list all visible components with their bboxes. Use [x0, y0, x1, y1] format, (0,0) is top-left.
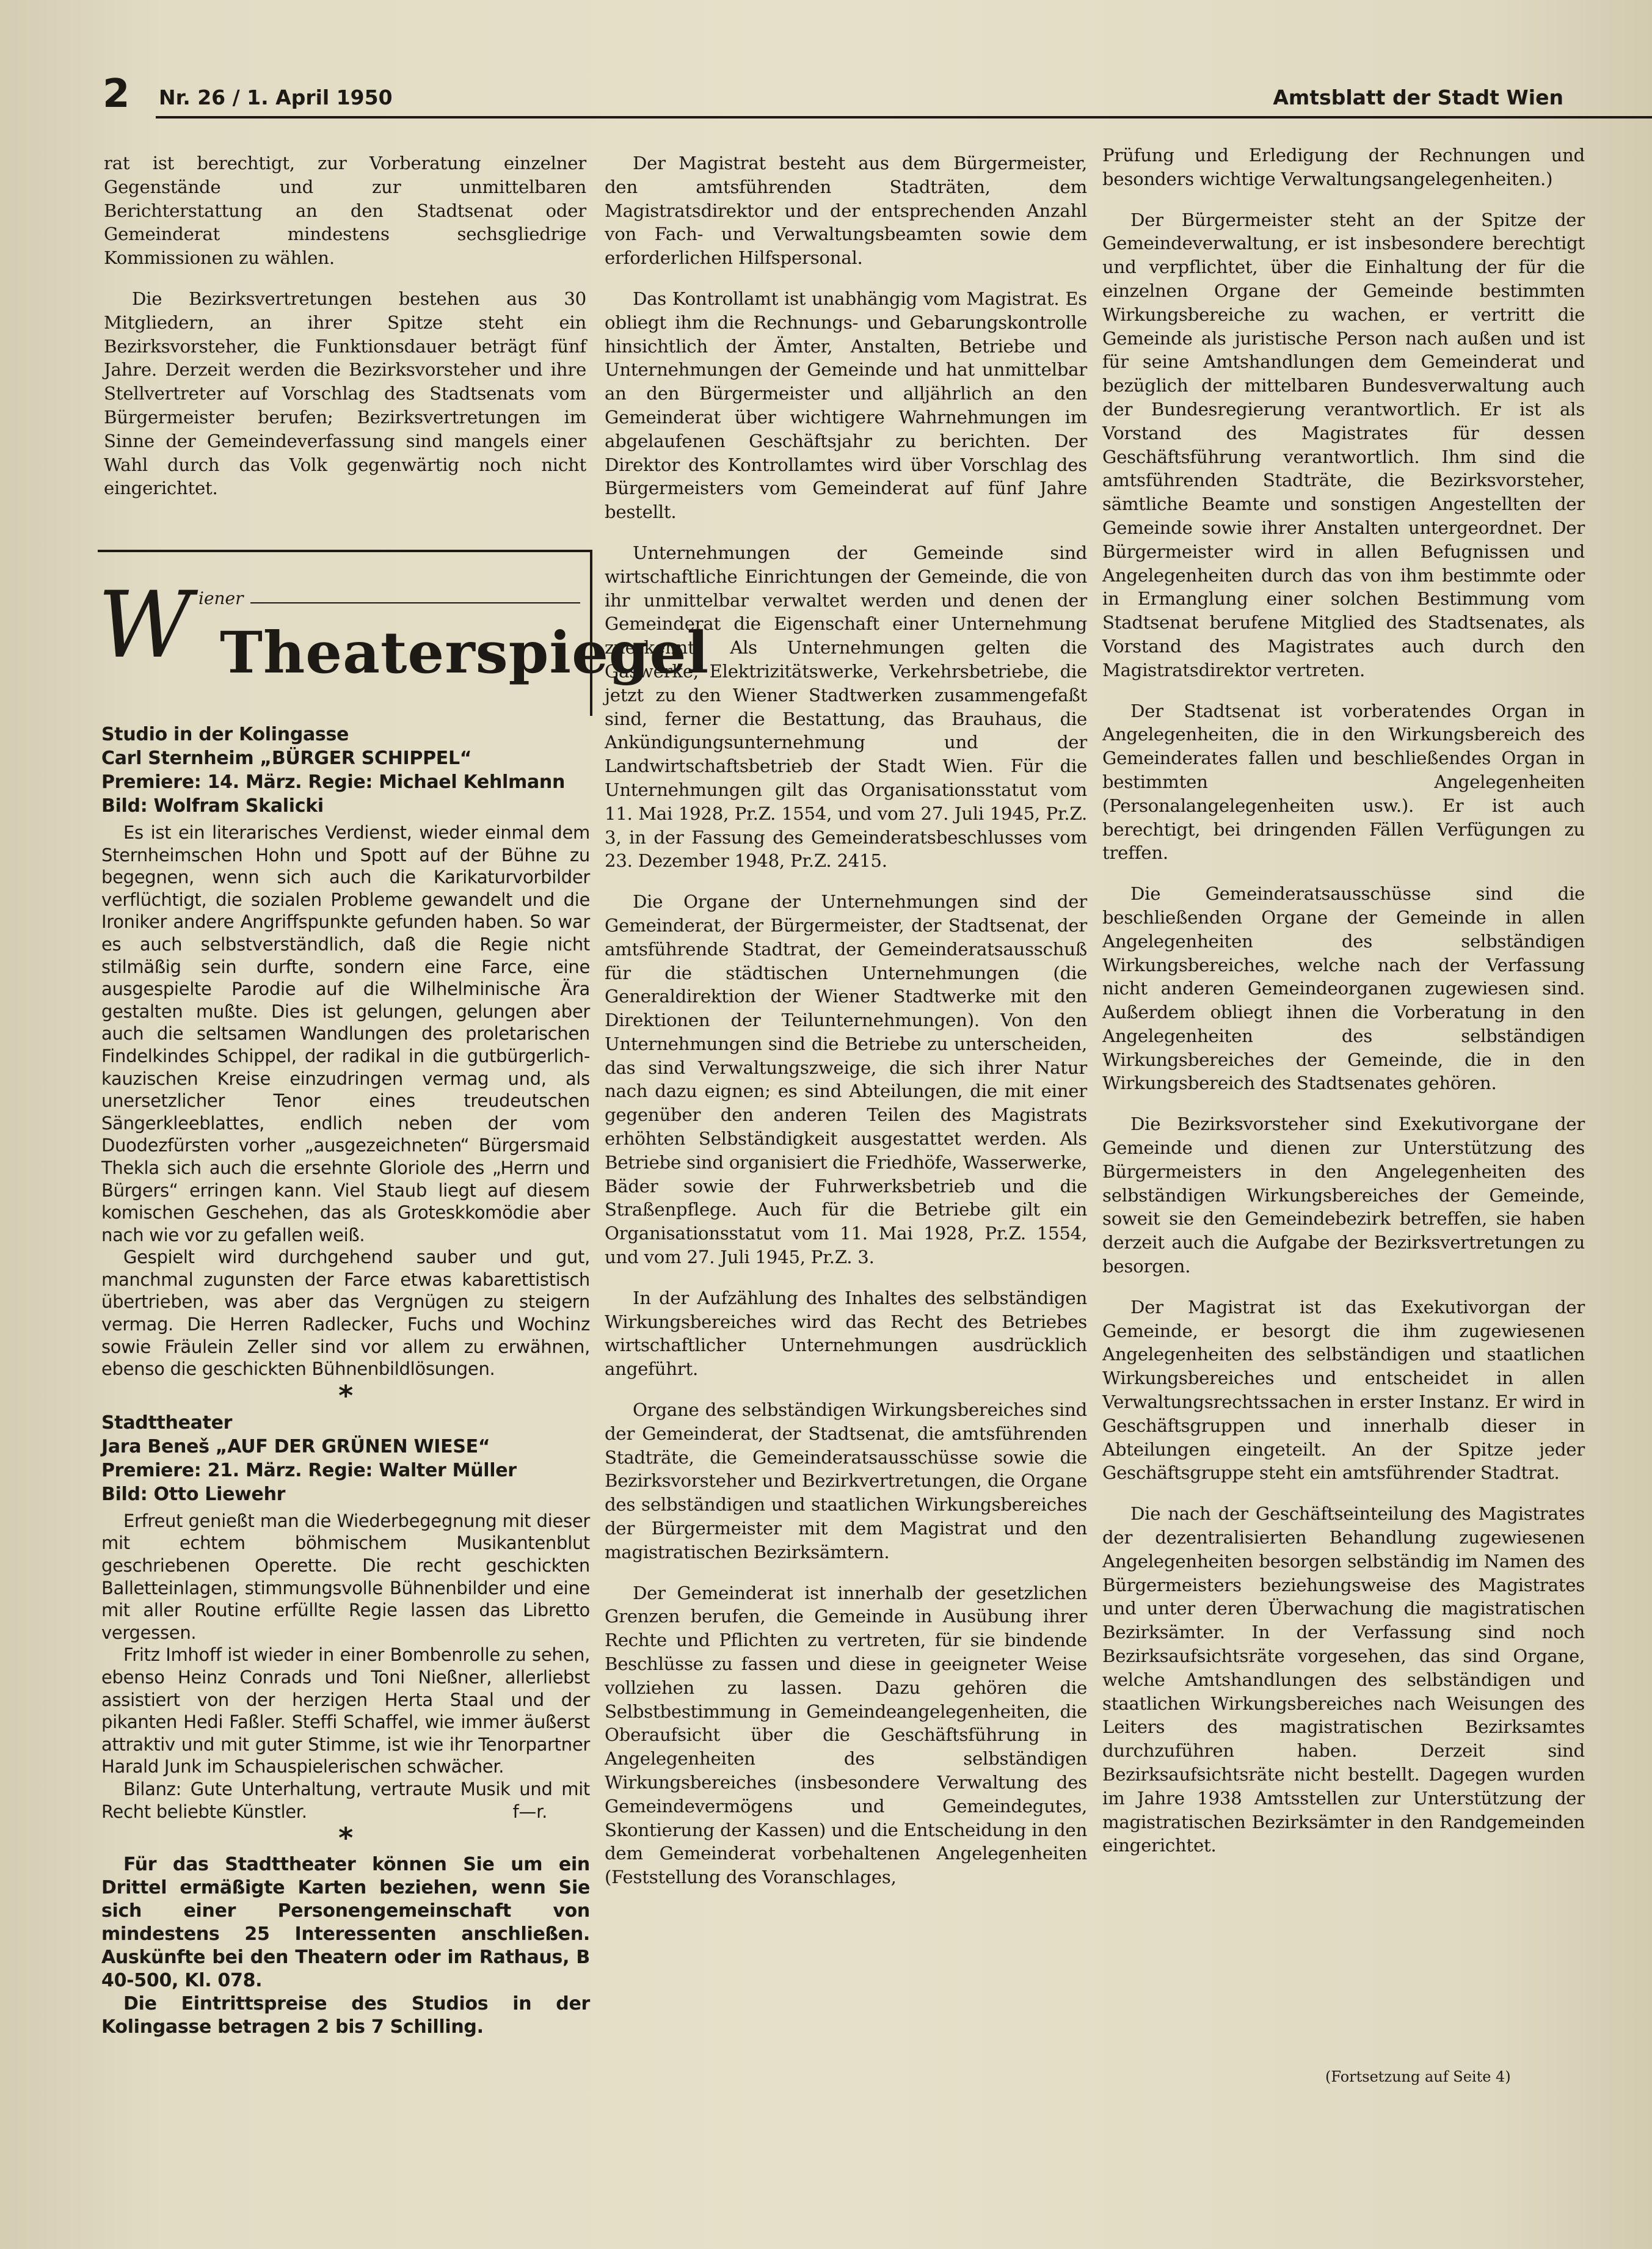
- article-paragraph: Die Bezirksvertretungen bestehen aus 30 Mitgliedern, an ihrer Spitze steht ein Bezirksvorsteher, die Funktionsdauer beträgt fünf Jahre. Derzeit werden die Bezirksvorsteher und ihre Stellvertreter auf Vorschlag des Stadtsenats vom Bürgermeister berufen; Bezirksvertretungen im Sinne der Gemeindeverfassung sind mangels einer Wahl durch das Volk gegenwärtig noch nicht eingerichtet.: [104, 288, 586, 499]
- header-rule: [156, 116, 1652, 118]
- article-paragraph: Der Magistrat ist das Exekutivorgan der Gemeinde, er besorgt die ihm zugewiesenen Angelegenheiten des selbständigen und staatlichen Wirkungsbereiches und entscheidet in allen Verwaltungsrechtssachen in erster Instanz. Er wird in Geschäftsgruppen und innerhalb dieser in Abteilungen eingeteilt. An der Spitze jeder Geschäftsgruppe steht ein amtsführender Stadtrat.: [1102, 1296, 1585, 1484]
- article-paragraph: Prüfung und Erledigung der Rechnungen und besonders wichtige Verwaltungsangelegenheiten.): [1102, 145, 1585, 189]
- column-2: [605, 151, 1087, 1906]
- review2-summary-text: Bilanz: Gute Unterhaltung, vertraute Musik und mit Recht beliebte Künstler.: [101, 1778, 590, 1822]
- article-paragraph: Der Stadtsenat ist vorberatendes Organ in Angelegenheiten, die in den Wirkungsbereich des Gemeinderates fallen und beschließendes Organ in bestimmten Angelegenheiten (Personalangelegenheiten usw.). Er ist auch berechtigt, bei dringenden Fällen Verfügungen zu treffen.: [1102, 700, 1585, 864]
- article-paragraph: Die Organe der Unternehmungen sind der Gemeinderat, der Bürgermeister, der Stadtsenat, der amtsführende Stadtrat, der Gemeinderatsausschuß für die städtischen Unternehmungen (die Generaldirektion der Wiener Stadtwerke mit den Direktionen der Teilunternehmungen). Von den Unternehmungen sind die Betriebe zu unterscheiden, das sind Verwaltungszweige, die sich ihrer Natur nach dazu eignen; es sind Abteilungen, die mit einer gegenüber den anderen Teilen des Magistrats erhöhten Selbständigkeit ausgestattet werden. Als Betriebe sind organisiert die Friedhöfe, Wasserwerke, Bäder sowie der Fuhrwerksbetrieb und die Straßenpflege. Auch für die Betriebe gilt ein Organisationsstatut vom 11. Mai 1928, Pr.Z. 1554, und vom 27. Juli 1945, Pr.Z. 3.: [605, 891, 1087, 1268]
- issue-line: Nr. 26 / 1. April 1950: [159, 86, 393, 109]
- theater-reviews: [101, 723, 590, 2039]
- masthead-rule: [250, 602, 580, 603]
- publication-title: Amtsblatt der Stadt Wien: [1273, 86, 1563, 109]
- separator-star: *: [338, 1821, 353, 1855]
- page-header: [98, 71, 1570, 117]
- review2-title: Jara Beneš „AUF DER GRÜNEN WIESE“: [101, 1435, 490, 1457]
- article-paragraph: Unternehmungen der Gemeinde sind wirtschaftliche Einrichtungen der Gemeinde, die von ihr unmittelbar verwaltet werden und denen der Gemeinderat die Eigenschaft einer Unternehmung zuerkennt. Als Unternehmungen gelten die Gaswerke, Elektrizitätswerke, Verkehrsbetriebe, die jetzt zu den Wiener Stadtwerken zusammengefaßt sind, ferner die Bestattung, das Brauhaus, die Ankündigungsunternehmung und der Landwirtschaftsbetrieb der Stadt Wien. Für die Unternehmungen gilt das Organisationsstatut vom 11. Mai 1928, Pr.Z. 1554, und vom 27. Juli 1945, Pr.Z. 3, in der Fassung des Gemeinderatsbeschlusses vom 23. Dezember 1948, Pr.Z. 2415.: [605, 542, 1087, 872]
- separator-star: *: [338, 1379, 353, 1412]
- page-number: 2: [103, 71, 130, 117]
- column-1: [104, 151, 586, 517]
- article-paragraph: Organe des selbständigen Wirkungsbereiches sind der Gemeinderat, der Stadtsenat, die amtsführenden Stadträte, die Gemeinderatsausschüsse sowie die Bezirksvorsteher und Bezirkvertretungen, die Organe des selbständigen und staatlichen Wirkungsbereiches der Bürgermeister mit dem Magistrat und den magistratischen Bezirksämtern.: [605, 1399, 1087, 1562]
- masthead-initial: W: [98, 572, 192, 679]
- article-paragraph: Das Kontrollamt ist unabhängig vom Magistrat. Es obliegt ihm die Rechnungs- und Gebarungskontrolle hinsichtlich der Ämter, Anstalten, Betriebe und Unternehmungen der Gemeinde und hat unmittelbar an den Bürgermeister und alljährlich an den Gemeinderat über wichtigere Wahrnehmungen im abgelaufenen Geschäftsjahr zu berichten. Der Direktor des Kontrollamtes wird über Vorschlag des Bürgermeisters vom Gemeinderat auf fünf Jahre bestellt.: [605, 288, 1087, 523]
- review1-title: Carl Sternheim „BÜRGER SCHIPPEL“: [101, 748, 472, 769]
- ticket-notice: Für das Stadttheater können Sie um ein Drittel ermäßigte Karten beziehen, wenn Sie sich einer Personengemeinschaft von mindestens 25 Interessenten anschließen. Auskünfte bei den Theatern oder im Rathaus, B 40-500, Kl. 078.: [101, 1854, 590, 1992]
- review1-paragraph: Gespielt wird durchgehend sauber und gut, manchmal zugunsten der Farce etwas kabarettistisch übertrieben, was aber das Vergnügen zu steigern vermag. Die Herren Radlecker, Fuchs und Wochinz sowie Fräulein Zeller sind vor allem zu erwähnen, ebenso die geschickten Bühnenbildlösungen.: [101, 1247, 590, 1380]
- review2-signature: f—r.: [512, 1801, 547, 1822]
- article-paragraph: rat ist berechtigt, zur Vorberatung einzelner Gegenstände und zur unmittelbaren Berichterstattung an den Stadtsenat oder Gemeinderat mindestens sechsgliedrige Kommissionen zu wählen.: [104, 153, 586, 269]
- article-paragraph: Der Magistrat besteht aus dem Bürgermeister, den amtsführenden Stadträten, dem Magistratsdirektor und der entsprechenden Anzahl von Fach- und Verwaltungsbeamten sowie dem erforderlichen Hilfspersonal.: [605, 153, 1087, 269]
- masthead-title: Theaterspiegel: [220, 619, 710, 687]
- review2-paragraph: Erfreut genießt man die Wiederbegegnung mit dieser mit echtem böhmischem Musikantenblut geschriebenen Operette. Die recht geschickten Balletteinlagen, stimmungsvolle Bühnenbilder und eine mit aller Routine erfüllte Regie lassen das Libretto vergessen.: [101, 1510, 590, 1643]
- article-paragraph: Der Bürgermeister steht an der Spitze der Gemeindeverwaltung, er ist insbesondere berechtigt und verpflichtet, über die Einhaltung der für die einzelnen Organe der Gemeinde bestimmten Wirkungsbereiche zu wachen, er vertritt die Gemeinde als juristische Person nach außen und ist für seine Amtshandlungen dem Gemeinderat und bezüglich der mittelbaren Bundesverwaltung auch der Bundesregierung verantwortlich. Er ist als Vorstand des Magistrates für dessen Geschäftsführung verantwortlich. Ihm sind die amtsführenden Stadträte, die Bezirksvorsteher, sämtliche Beamte und sonstigen Angestellten der Gemeinde sowie ihrer Anstalten untergeordnet. Der Bürgermeister wird in allen Befugnissen und Angelegenheiten durch das von ihm bestimmte oder in Ermanglung einer solchen Bestimmung vom Stadtsenat berufene Mitglied des Stadtsenates, als Vorstand des Magistrates auch durch den Magistratsdirektor vertreten.: [1102, 209, 1585, 680]
- article-paragraph: Die Bezirksvorsteher sind Exekutivorgane der Gemeinde und dienen zur Unterstützung des Bürgermeisters in den Angelegenheiten des selbständigen Wirkungsbereiches der Gemeinde, soweit sie den Gemeindebezirk betreffen, sie haben derzeit auch die Aufgabe der Bezirksvertretungen zu besorgen.: [1102, 1114, 1585, 1277]
- article-paragraph: Die Gemeinderatsausschüsse sind die beschließenden Organe der Gemeinde in allen Angelegenheiten des selbständigen Wirkungsbereiches, welche nach der Verfassung nicht anderen Gemeindeorganen zugewiesen sind. Außerdem obliegt ihnen die Vorberatung in den Angelegenheiten des selbständigen Wirkungsbereiches der Gemeinde, die in den Wirkungsbereich des Stadtsenates gehören.: [1102, 883, 1585, 1094]
- review2-image: Bild: Otto Liewehr: [101, 1483, 286, 1505]
- column-3: [1102, 144, 1585, 1875]
- review1-paragraph: Es ist ein literarisches Verdienst, wieder einmal dem Sternheimschen Hohn und Spott auf der Bühne zu begegnen, wenn sich auch die Karikaturvorbilder verflüchtigt, die sozialen Probleme gewandelt und die Ironiker andere Angriffspunkte gefunden haben. So war es auch selbstverständlich, daß die Regie nicht stilmäßig sein durfte, sondern eine Farce, eine ausgespielte Parodie auf die Wilhelminische Ära gestalten mußte. Dies ist gelungen, gelungen aber auch die seltsamen Wandlungen des proletarischen Findelkindes Schippel, der radikal in die gutbürgerlich-kauzischen Kreise einzudringen vermag und, als unersetzlicher Tenor eines treudeutschen Sängerkleeblattes, endlich neben der vom Duodezfürsten vorher „ausgezeichneten“ Bürgersmaid Thekla sich auch die ersehnte Gloriole des „Herrn und Bürgers“ erringen kann. Viel Staub liegt auf diesem komischen Geschehen, das als Groteskkomödie aber nach wie vor zu gefallen weiß.: [101, 822, 590, 1245]
- article-paragraph: Der Gemeinderat ist innerhalb der gesetzlichen Grenzen berufen, die Gemeinde in Ausübung ihrer Rechte und Pflichten zu vertreten, für sie bindende Beschlüsse zu fassen und diese in geeigneter Weise vollziehen zu lassen. Dazu gehören die Selbstbestimmung in Gemeindeangelegenheiten, die Oberaufsicht über die Geschäftsführung in Angelegenheiten des selbständigen Wirkungsbereiches (insbesondere Verwaltung des Gemeindevermögens und Gemeindegutes, Skontierung der Kassen) und die Entscheidung in den dem Gemeinderat vorbehaltenen Angelegenheiten (Feststellung des Voranschlages,: [605, 1582, 1087, 1888]
- review2-paragraph: Fritz Imhoff ist wieder in einer Bombenrolle zu sehen, ebenso Heinz Conrads und Toni Nießner, allerliebst assistiert von der herzigen Herta Staal und der pikanten Hedi Faßler. Steffi Schaffel, wie immer äußerst attraktiv und mit guter Stimme, ist wie ihr Tenorpartner Harald Junk im Schauspielerischen schwächer.: [101, 1644, 590, 1777]
- review2-premiere: Premiere: 21. März. Regie: Walter Müller: [101, 1459, 517, 1481]
- masthead-wiener: iener: [198, 588, 244, 608]
- theaterspiegel-section: [98, 550, 710, 2187]
- article-paragraph: Die nach der Geschäftseinteilung des Magistrates der dezentralisierten Behandlung zugewiesenen Angelegenheiten besorgen selbständig im Namen des Bürgermeisters beziehungsweise des Magistrates und unter deren Überwachung die magistratischen Bezirksämter. In der Verfassung sind noch Bezirksaufsichtsräte vorgesehen, das sind Organe, welche Amtshandlungen des selbständigen und staatlichen Wirkungsbereiches nach Weisungen des Leiters des magistratischen Bezirksamtes durchzuführen haben. Derzeit sind Bezirksaufsichtsräte nicht bestellt. Dagegen wurden im Jahre 1938 Amtsstellen zur Unterstützung der magistratischen Bezirksämter in den Randgemeinden eingerichtet.: [1102, 1503, 1585, 1856]
- article-paragraph: In der Aufzählung des Inhaltes des selbständigen Wirkungsbereiches wird das Recht des Betriebes wirtschaftlicher Unternehmungen ausdrücklich angeführt.: [605, 1287, 1087, 1380]
- review1-venue: Studio in der Kolingasse: [101, 724, 349, 745]
- continuation-note: (Fortsetzung auf Seite 4): [1325, 2068, 1511, 2085]
- review1-premiere: Premiere: 14. März. Regie: Michael Kehlmann: [101, 771, 565, 793]
- review2-summary: [101, 1778, 590, 1823]
- review2-venue: Stadttheater: [101, 1412, 233, 1434]
- price-notice: Die Eintrittspreise des Studios in der Kolingasse betragen 2 bis 7 Schilling.: [101, 1993, 590, 2038]
- review1-image: Bild: Wolfram Skalicki: [101, 795, 324, 817]
- theaterspiegel-masthead: [98, 550, 710, 716]
